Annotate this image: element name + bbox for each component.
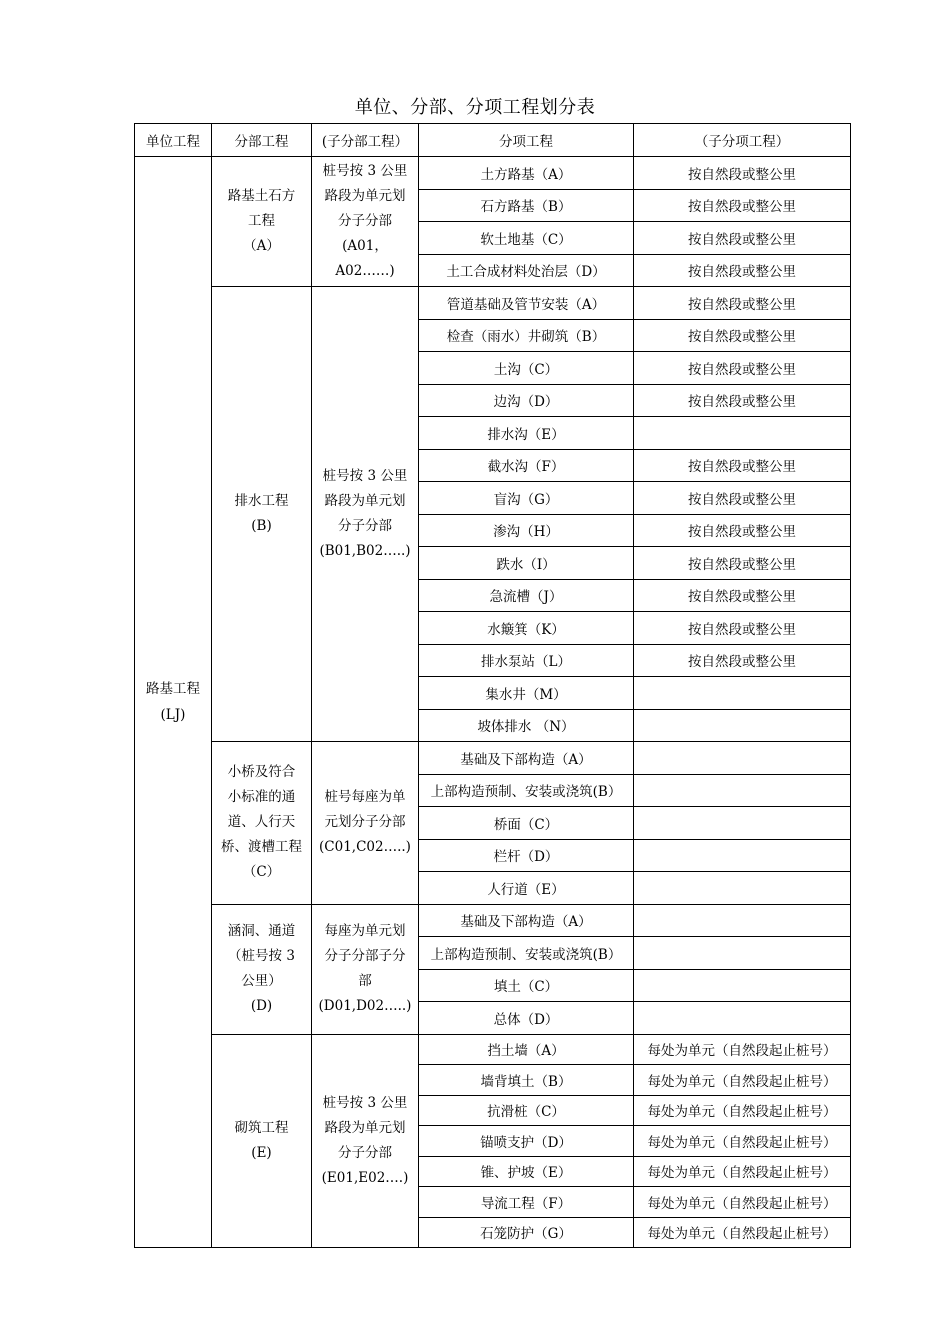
- subitem-cell: 按自然段或整公里: [634, 319, 851, 352]
- item-cell: 总体（D）: [419, 1002, 634, 1035]
- table-row: [135, 1034, 851, 1065]
- item-cell: 挡土墙（A）: [419, 1034, 634, 1065]
- subitem-cell: [634, 904, 851, 937]
- subitem-cell: [634, 937, 851, 970]
- subdivision-cell: 桩号按 3 公里 路段为单元划 分子分部 (E01,E02….): [312, 1034, 419, 1248]
- item-cell: 土方路基（A）: [419, 157, 634, 190]
- subitem-cell: 按自然段或整公里: [634, 352, 851, 385]
- item-cell: 截水沟（F）: [419, 449, 634, 482]
- unit-cell: 路基工程 (LJ): [135, 157, 212, 1248]
- subitem-cell: 每处为单元（自然段起止桩号）: [634, 1156, 851, 1187]
- header-item: 分项工程: [419, 124, 634, 157]
- subitem-cell: [634, 969, 851, 1002]
- subitem-cell: [634, 774, 851, 807]
- subitem-cell: 按自然段或整公里: [634, 547, 851, 580]
- division-cell: 路基土石方 工程 （A）: [212, 157, 312, 287]
- item-cell: 锚喷支护（D）: [419, 1126, 634, 1157]
- subdivision-cell: 桩号每座为单 元划分子分部 (C01,C02…..): [312, 742, 419, 905]
- subitem-cell: [634, 807, 851, 840]
- item-cell: 土工合成材料处治层（D）: [419, 254, 634, 287]
- page-title: 单位、分部、分项工程划分表: [354, 97, 596, 118]
- subitem-cell: [634, 677, 851, 710]
- subitem-cell: [634, 709, 851, 742]
- header-row: [135, 124, 851, 157]
- item-cell: 盲沟（G）: [419, 482, 634, 515]
- division-cell: 排水工程 (B): [212, 287, 312, 742]
- subitem-cell: 按自然段或整公里: [634, 612, 851, 645]
- item-cell: 桥面（C）: [419, 807, 634, 840]
- item-cell: 集水井（M）: [419, 677, 634, 710]
- item-cell: 软土地基（C）: [419, 222, 634, 255]
- table-row: [135, 287, 851, 320]
- division-cell: 小桥及符合 小标准的通 道、人行天 桥、渡槽工程 （C）: [212, 742, 312, 905]
- subitem-cell: 按自然段或整公里: [634, 189, 851, 222]
- subitem-cell: 按自然段或整公里: [634, 482, 851, 515]
- item-cell: 边沟（D）: [419, 384, 634, 417]
- subitem-cell: 按自然段或整公里: [634, 287, 851, 320]
- subitem-cell: [634, 839, 851, 872]
- subitem-cell: [634, 417, 851, 450]
- subitem-cell: [634, 872, 851, 905]
- subitem-cell: 按自然段或整公里: [634, 644, 851, 677]
- subitem-cell: 按自然段或整公里: [634, 449, 851, 482]
- subitem-cell: 每处为单元（自然段起止桩号）: [634, 1095, 851, 1126]
- item-cell: 排水泵站（L）: [419, 644, 634, 677]
- item-cell: 抗滑桩（C）: [419, 1095, 634, 1126]
- item-cell: 基础及下部构造（A）: [419, 904, 634, 937]
- item-cell: 急流槽（J）: [419, 579, 634, 612]
- item-cell: 锥、护坡（E）: [419, 1156, 634, 1187]
- item-cell: 检查（雨水）井砌筑（B）: [419, 319, 634, 352]
- division-cell: 砌筑工程 (E): [212, 1034, 312, 1248]
- subitem-cell: 每处为单元（自然段起止桩号）: [634, 1187, 851, 1218]
- item-cell: 水簸箕（K）: [419, 612, 634, 645]
- item-cell: 坡体排水 （N）: [419, 709, 634, 742]
- subitem-cell: 按自然段或整公里: [634, 514, 851, 547]
- item-cell: 上部构造预制、安装或浇筑(B）: [419, 774, 634, 807]
- header-subdivision: (子分部工程）: [312, 124, 419, 157]
- item-cell: 渗沟（H）: [419, 514, 634, 547]
- header-division: 分部工程: [212, 124, 312, 157]
- item-cell: 排水沟（E）: [419, 417, 634, 450]
- item-cell: 石方路基（B）: [419, 189, 634, 222]
- subitem-cell: 按自然段或整公里: [634, 157, 851, 190]
- item-cell: 栏杆（D）: [419, 839, 634, 872]
- table-row: [135, 904, 851, 937]
- subitem-cell: 按自然段或整公里: [634, 384, 851, 417]
- item-cell: 土沟（C）: [419, 352, 634, 385]
- subitem-cell: 按自然段或整公里: [634, 579, 851, 612]
- table-row: [135, 742, 851, 775]
- subitem-cell: 按自然段或整公里: [634, 254, 851, 287]
- subdivision-cell: 桩号按 3 公里 路段为单元划 分子分部 (B01,B02…..): [312, 287, 419, 742]
- item-cell: 跌水（I）: [419, 547, 634, 580]
- item-cell: 管道基础及管节安装（A）: [419, 287, 634, 320]
- division-cell: 涵洞、通道 （桩号按 3 公里） (D): [212, 904, 312, 1034]
- item-cell: 石笼防护（G）: [419, 1217, 634, 1248]
- subitem-cell: 每处为单元（自然段起止桩号）: [634, 1217, 851, 1248]
- item-cell: 人行道（E）: [419, 872, 634, 905]
- subitem-cell: 按自然段或整公里: [634, 222, 851, 255]
- subitem-cell: [634, 742, 851, 775]
- table-body: [135, 124, 851, 1248]
- item-cell: 填土（C）: [419, 969, 634, 1002]
- subdivision-cell: 每座为单元划 分子分部子分 部 (D01,D02…..): [312, 904, 419, 1034]
- item-cell: 导流工程（F）: [419, 1187, 634, 1218]
- item-cell: 墙背填土（B）: [419, 1065, 634, 1096]
- item-cell: 基础及下部构造（A）: [419, 742, 634, 775]
- division-table: [134, 123, 851, 1248]
- subitem-cell: 每处为单元（自然段起止桩号）: [634, 1126, 851, 1157]
- table-row: [135, 157, 851, 190]
- subdivision-cell: 桩号按 3 公里 路段为单元划 分子分部 (A01， A02……): [312, 157, 419, 287]
- item-cell: 上部构造预制、安装或浇筑(B）: [419, 937, 634, 970]
- subitem-cell: 每处为单元（自然段起止桩号）: [634, 1065, 851, 1096]
- header-unit: 单位工程: [135, 124, 212, 157]
- header-subitem: （子分项工程）: [634, 124, 851, 157]
- subitem-cell: [634, 1002, 851, 1035]
- subitem-cell: 每处为单元（自然段起止桩号）: [634, 1034, 851, 1065]
